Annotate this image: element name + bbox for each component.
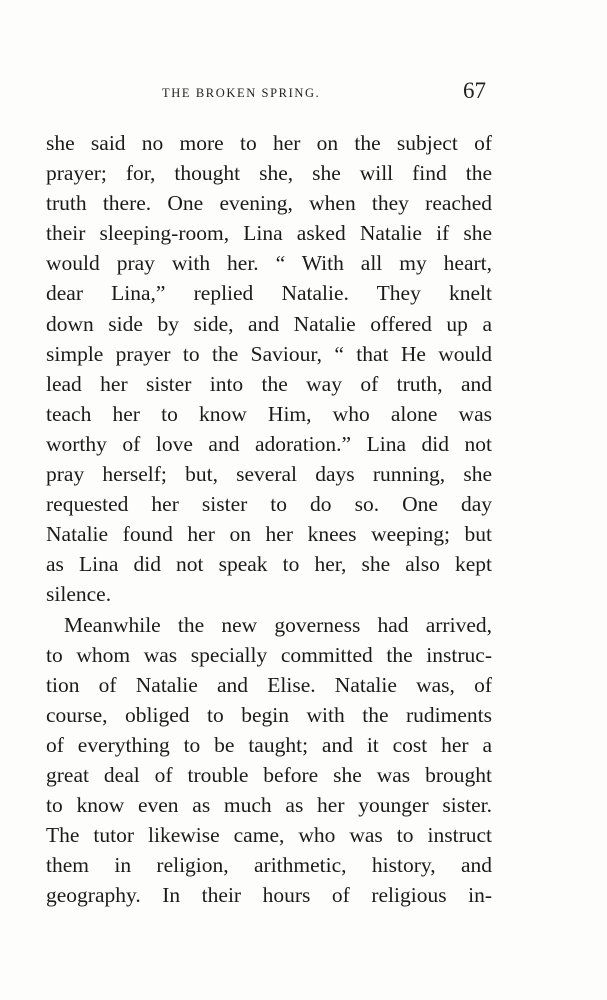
text-line: course, obliged to begin with the rudiments [46,702,492,727]
text-line: prayer; for, thought she, she will find the [46,161,492,186]
text-line: dear Lina,” replied Natalie. They knelt [46,281,492,306]
text-line: to know even as much as her younger sister. [46,793,492,818]
text-line: them in religion, arithmetic, history, and [46,853,492,878]
text-line: as Lina did not speak to her, she also kept [46,552,492,577]
text-line: pray herself; but, several days running, she [46,462,492,487]
text-line: lead her sister into the way of truth, and [46,371,492,396]
text-line: worthy of love and adoration.” Lina did not [46,431,492,456]
running-title: THE BROKEN SPRING. [162,86,321,100]
text-line: Meanwhile the new governess had arrived, [64,612,492,637]
text-line: to whom was specially committed the instruc- [46,642,492,667]
text-line: teach her to know Him, who alone was [46,401,492,426]
text-line: silence. [46,582,112,607]
paragraph-1 [46,128,492,610]
text-line: requested her sister to do so. One day [46,492,492,517]
text-line: their sleeping-room, Lina asked Natalie if she [46,221,492,246]
text-line: she said no more to her on the subject of [46,131,492,155]
text-line: Natalie found her on her knees weeping; but [46,522,492,547]
text-line: down side by side, and Natalie offered up a [46,311,492,336]
text-line: The tutor likewise came, who was to instruct [46,823,492,848]
text-line: truth there. One evening, when they reached [46,191,492,216]
text-line: would pray with her. “ With all my heart, [46,251,492,276]
body-text [46,128,492,910]
page-number: 67 [463,78,486,103]
paragraph-2 [46,610,492,911]
text-line: simple prayer to the Saviour, “ that He would [46,341,492,366]
text-line: tion of Natalie and Elise. Natalie was, of [46,672,492,697]
text-line: geography. In their hours of religious in- [46,883,492,908]
text-line: of everything to be taught; and it cost her a [46,732,492,757]
text-line: great deal of trouble before she was brought [46,762,492,787]
running-head [0,78,607,108]
